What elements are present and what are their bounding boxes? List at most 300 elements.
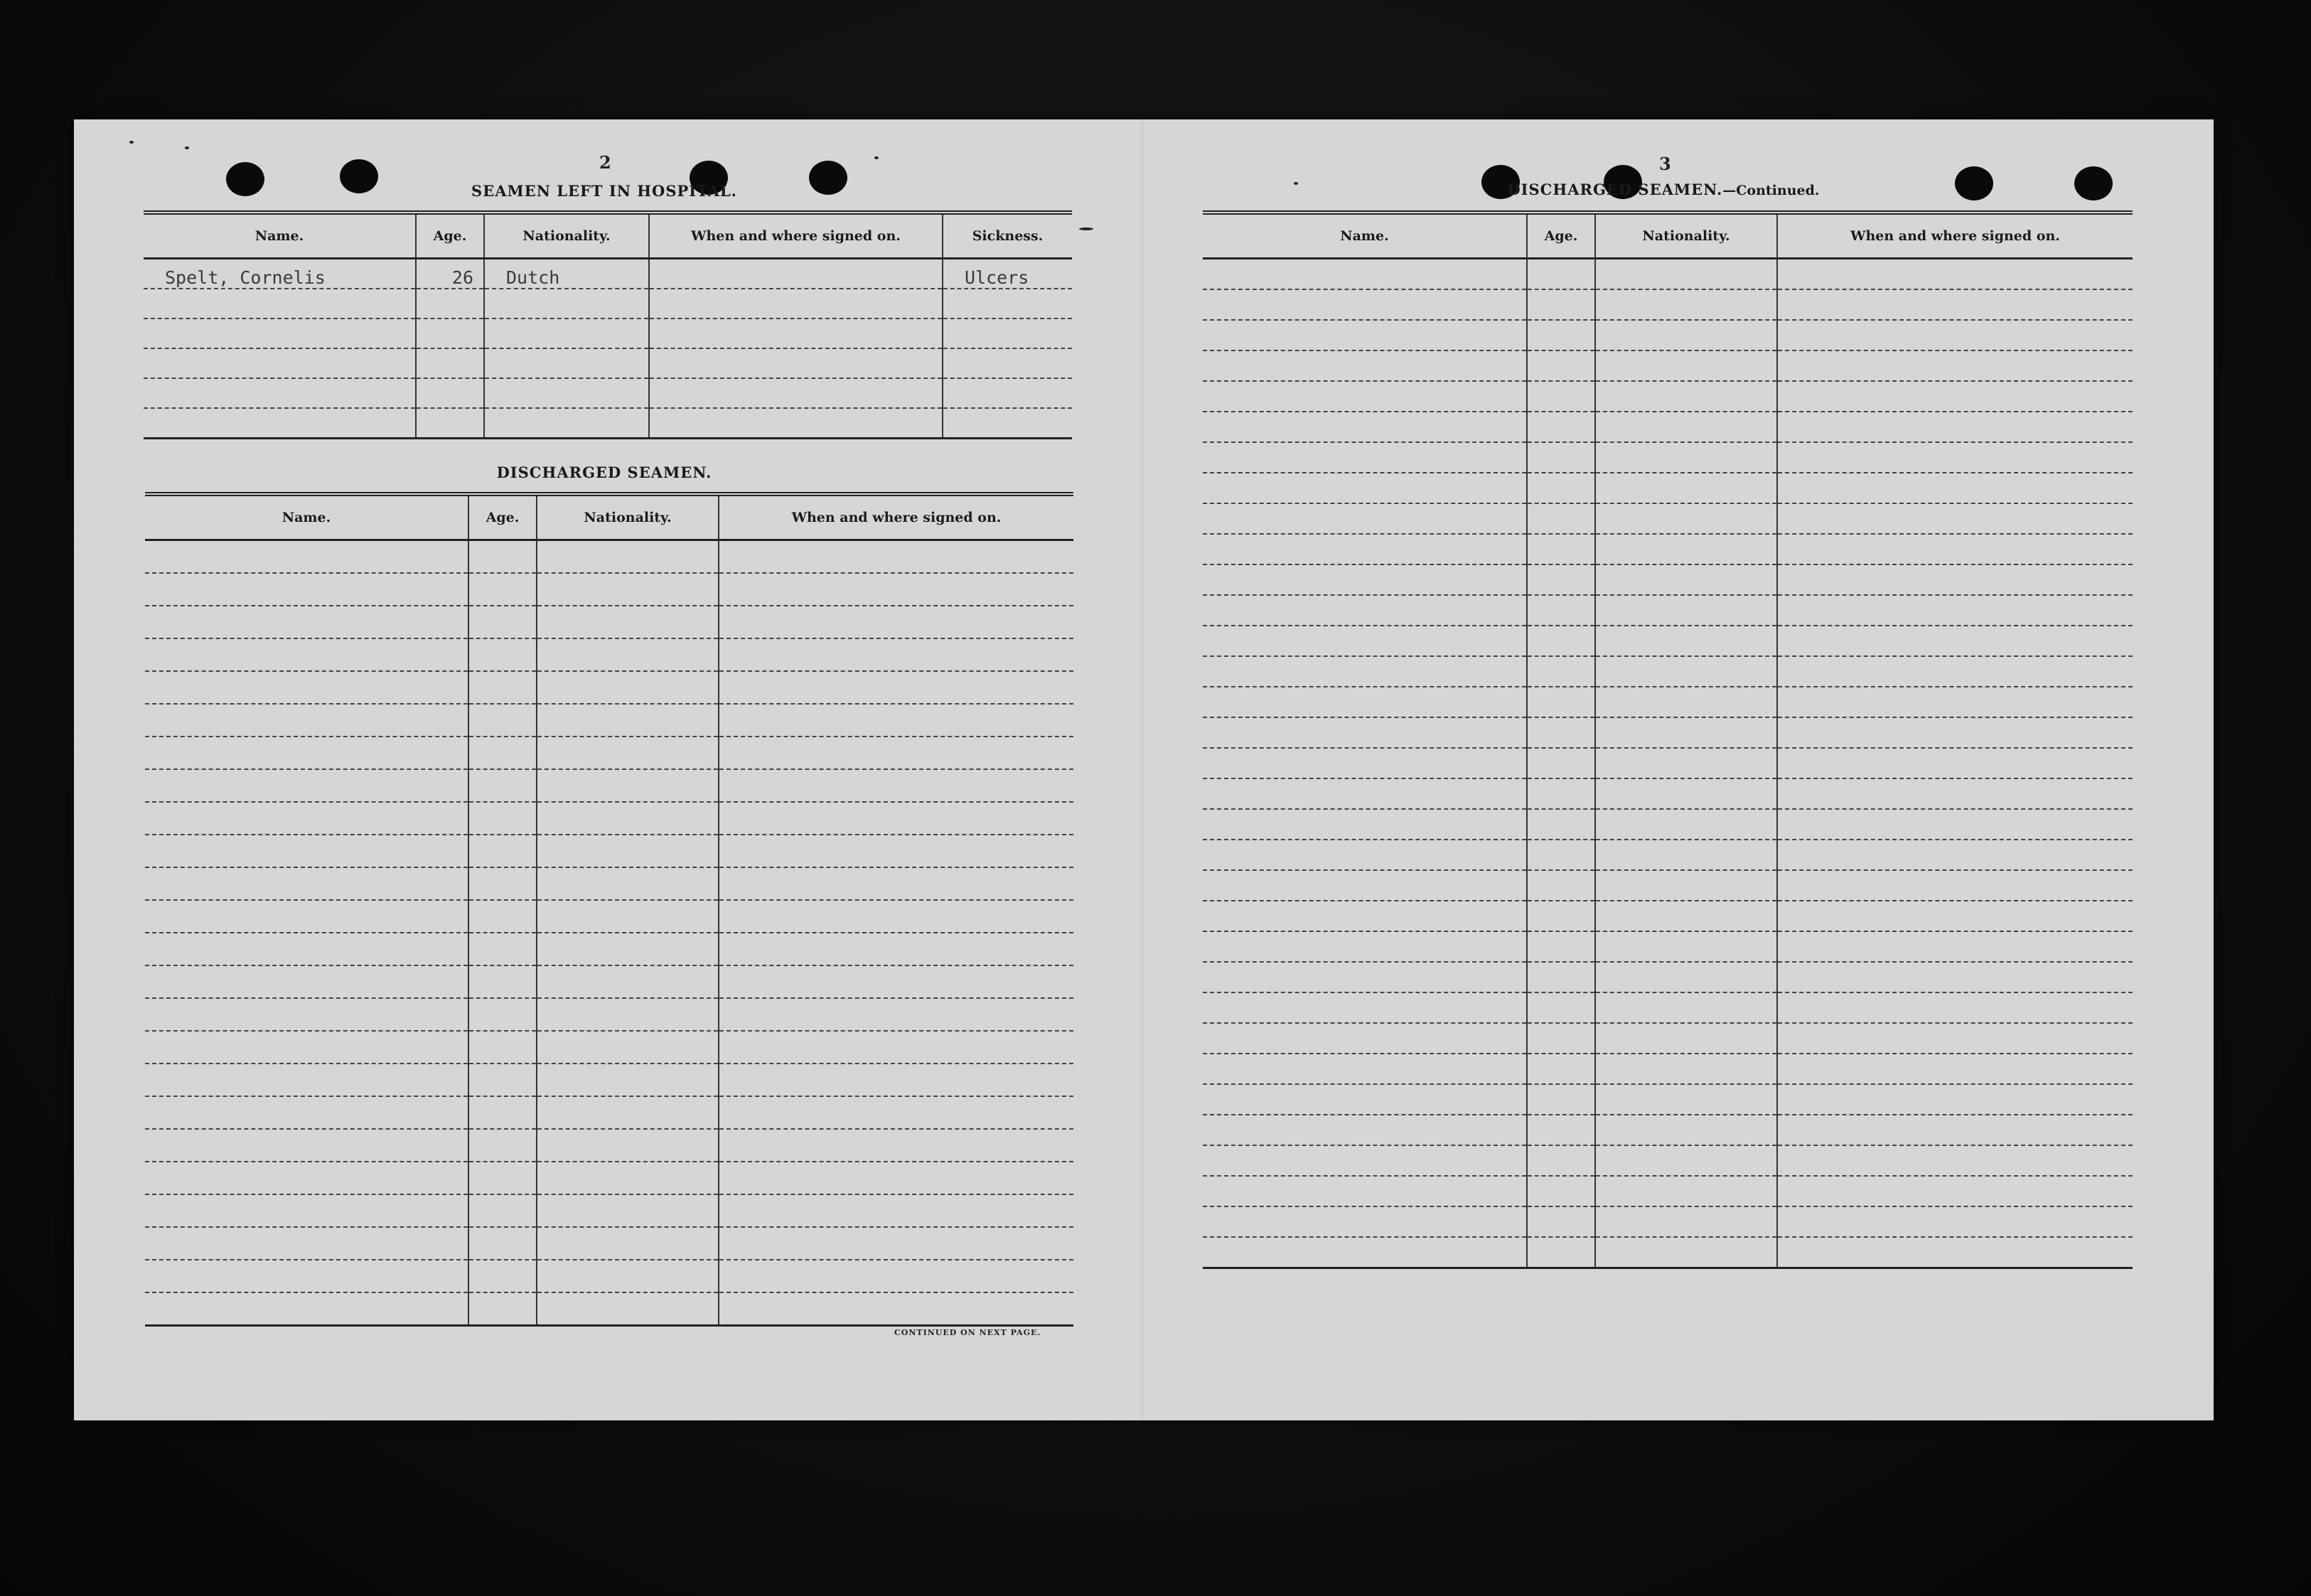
cell-name (145, 1260, 468, 1292)
cell-signed-on (1777, 931, 2133, 962)
cell-nationality (537, 1260, 719, 1292)
cell-name (145, 1292, 468, 1326)
cell-age (468, 1194, 537, 1227)
cell-signed-on (1777, 962, 2133, 992)
column-header-age: Age. (468, 494, 537, 540)
cell-nationality (537, 900, 719, 933)
table-row (1203, 1115, 2133, 1145)
table-row (144, 348, 1072, 378)
cell-signed-on (1777, 473, 2133, 503)
cell-signed-on (719, 933, 1073, 965)
cell-nationality (1595, 1054, 1777, 1084)
cell-nationality (484, 348, 649, 378)
cell-nationality (537, 540, 719, 574)
table-row (145, 1162, 1073, 1194)
table-row (1203, 778, 2133, 809)
cell-age (468, 769, 537, 802)
cell-name (1203, 717, 1527, 748)
table-row (144, 378, 1072, 408)
cell-nationality (537, 638, 719, 671)
cell-age (416, 408, 484, 439)
table-row (1203, 503, 2133, 534)
cell-name: Spelt, Cornelis (144, 259, 416, 289)
cell-signed-on (1777, 289, 2133, 320)
table-row (145, 638, 1073, 671)
cell-signed-on (1777, 320, 2133, 350)
cell-signed-on (719, 1292, 1073, 1326)
cell-signed-on (1777, 778, 2133, 809)
cell-age: 26 (416, 259, 484, 289)
cell-age (1527, 1145, 1595, 1176)
table-row (1203, 748, 2133, 778)
cell-name (1203, 870, 1527, 901)
cell-age (1527, 870, 1595, 901)
cell-signed-on (719, 835, 1073, 867)
cell-age (1527, 840, 1595, 870)
cell-age (1527, 381, 1595, 412)
table-row (145, 1194, 1073, 1227)
cell-signed-on (1777, 534, 2133, 564)
cell-sickness (943, 408, 1072, 439)
table-row (1203, 1023, 2133, 1054)
cell-age (416, 289, 484, 318)
table-row (145, 802, 1073, 835)
cell-signed-on (1777, 412, 2133, 442)
table-row (1203, 809, 2133, 840)
cell-age (468, 900, 537, 933)
cell-sickness (943, 318, 1072, 348)
cell-age (468, 540, 537, 574)
cell-name (1203, 778, 1527, 809)
cell-nationality (1595, 717, 1777, 748)
cell-name (145, 1064, 468, 1096)
cell-age (1527, 1237, 1595, 1268)
scan-speck (1079, 227, 1093, 230)
cell-age (1527, 931, 1595, 962)
cell-name (145, 1031, 468, 1064)
cell-age (468, 965, 537, 998)
cell-nationality (1595, 442, 1777, 473)
cell-nationality (1595, 1084, 1777, 1115)
cell-signed-on (1777, 381, 2133, 412)
cell-age (468, 638, 537, 671)
cell-age (416, 348, 484, 378)
cell-signed-on (719, 704, 1073, 737)
cell-signed-on (719, 965, 1073, 998)
cell-signed-on (719, 638, 1073, 671)
cell-name (145, 540, 468, 574)
table-row (145, 1064, 1073, 1096)
cell-signed-on (1777, 840, 2133, 870)
cell-name (1203, 259, 1527, 290)
cell-name (144, 348, 416, 378)
cell-name (145, 638, 468, 671)
cell-signed-on (1777, 1176, 2133, 1206)
table-row (145, 1031, 1073, 1064)
cell-signed-on (1777, 442, 2133, 473)
table-row (1203, 381, 2133, 412)
table-row (145, 1129, 1073, 1162)
cell-name (145, 867, 468, 900)
cell-nationality (1595, 748, 1777, 778)
cell-signed-on (1777, 992, 2133, 1023)
punch-hole (2074, 166, 2113, 200)
cell-name (144, 378, 416, 408)
cell-age (1527, 1084, 1595, 1115)
cell-age (1527, 289, 1595, 320)
cell-name (1203, 350, 1527, 381)
column-header-name: Name. (144, 213, 416, 259)
cell-nationality (1595, 320, 1777, 350)
cell-sickness (943, 378, 1072, 408)
table-row (144, 259, 1072, 289)
cell-signed-on (1777, 626, 2133, 656)
table-row (145, 769, 1073, 802)
cell-age (468, 1292, 537, 1326)
cell-signed-on (719, 802, 1073, 835)
cell-signed-on (1777, 748, 2133, 778)
discharged-continued-table (1203, 210, 2133, 1269)
cell-name (1203, 1084, 1527, 1115)
table-row (145, 965, 1073, 998)
cell-nationality (1595, 1237, 1777, 1268)
cell-nationality (537, 1129, 719, 1162)
column-header-signed-on: When and where signed on. (649, 213, 943, 259)
column-header-name: Name. (145, 494, 468, 540)
table-row (1203, 626, 2133, 656)
cell-nationality (537, 737, 719, 769)
cell-name (145, 998, 468, 1031)
cell-age (1527, 595, 1595, 626)
cell-nationality (537, 573, 719, 606)
cell-nationality (1595, 1176, 1777, 1206)
cell-signed-on (1777, 1084, 2133, 1115)
table-row (1203, 901, 2133, 931)
cell-name (1203, 473, 1527, 503)
cell-name (1203, 656, 1527, 687)
table-row (1203, 717, 2133, 748)
cell-age (468, 1260, 537, 1292)
scan-speck (874, 156, 879, 159)
discharged-continued-title-suffix: —Continued. (1722, 183, 1820, 198)
table-row (144, 408, 1072, 439)
table-row (145, 540, 1073, 574)
cell-signed-on (649, 348, 943, 378)
table-row (1203, 320, 2133, 350)
cell-signed-on (719, 1260, 1073, 1292)
cell-nationality (1595, 289, 1777, 320)
table-row (144, 289, 1072, 318)
cell-name (1203, 931, 1527, 962)
cell-name (145, 933, 468, 965)
table-row (1203, 1145, 2133, 1176)
cell-signed-on (719, 998, 1073, 1031)
cell-nationality (537, 1194, 719, 1227)
cell-nationality (1595, 626, 1777, 656)
table-row (1203, 992, 2133, 1023)
page-number-right: 3 (1659, 154, 1671, 174)
cell-nationality (537, 1292, 719, 1326)
cell-nationality (484, 318, 649, 348)
cell-name (1203, 412, 1527, 442)
cell-nationality (1595, 503, 1777, 534)
cell-signed-on (649, 259, 943, 289)
cell-age (468, 1129, 537, 1162)
table-row (145, 900, 1073, 933)
table-row (1203, 442, 2133, 473)
cell-signed-on (1777, 259, 2133, 290)
cell-age (468, 573, 537, 606)
cell-name (1203, 809, 1527, 840)
cell-signed-on (649, 318, 943, 348)
cell-nationality (537, 704, 719, 737)
cell-signed-on (719, 1194, 1073, 1227)
cell-name (145, 835, 468, 867)
cell-signed-on (1777, 717, 2133, 748)
cell-age (1527, 534, 1595, 564)
cell-nationality (1595, 1206, 1777, 1237)
cell-nationality (1595, 1145, 1777, 1176)
cell-nationality (537, 671, 719, 704)
cell-signed-on (1777, 901, 2133, 931)
table-row (1203, 564, 2133, 595)
cell-sickness (943, 348, 1072, 378)
cell-signed-on (1777, 503, 2133, 534)
cell-age (1527, 748, 1595, 778)
cell-name (1203, 901, 1527, 931)
cell-nationality (1595, 931, 1777, 962)
cell-signed-on (1777, 350, 2133, 381)
cell-name (145, 965, 468, 998)
cell-name (1203, 626, 1527, 656)
column-header-age: Age. (416, 213, 484, 259)
column-header-sickness: Sickness. (943, 213, 1072, 259)
cell-signed-on (719, 671, 1073, 704)
table-row (1203, 259, 2133, 290)
cell-age (1527, 564, 1595, 595)
table-row (1203, 1206, 2133, 1237)
table-header-row (145, 494, 1073, 540)
cell-nationality (537, 1227, 719, 1260)
cell-name (1203, 442, 1527, 473)
table-row (1203, 1054, 2133, 1084)
cell-signed-on (649, 378, 943, 408)
cell-name (145, 737, 468, 769)
table-row (1203, 289, 2133, 320)
cell-age (1527, 503, 1595, 534)
cell-nationality (1595, 962, 1777, 992)
punch-hole (340, 159, 378, 193)
discharged-table (145, 492, 1073, 1327)
cell-signed-on (719, 1227, 1073, 1260)
cell-age (468, 1096, 537, 1129)
cell-age (468, 606, 537, 638)
hospital-section-title: SEAMEN LEFT IN HOSPITAL. (471, 182, 737, 200)
cell-signed-on (719, 1031, 1073, 1064)
cell-name (1203, 1176, 1527, 1206)
cell-nationality (537, 1031, 719, 1064)
cell-age (468, 867, 537, 900)
cell-age (1527, 809, 1595, 840)
table-row (1203, 473, 2133, 503)
cell-age (468, 802, 537, 835)
cell-age (1527, 626, 1595, 656)
cell-name (144, 289, 416, 318)
column-header-name: Name. (1203, 213, 1527, 259)
table-row (145, 998, 1073, 1031)
cell-signed-on (719, 737, 1073, 769)
cell-age (1527, 717, 1595, 748)
cell-name (145, 671, 468, 704)
table-row (1203, 962, 2133, 992)
cell-name (1203, 595, 1527, 626)
table-row (1203, 870, 2133, 901)
cell-age (1527, 259, 1595, 290)
cell-name (145, 1227, 468, 1260)
cell-nationality (1595, 778, 1777, 809)
table-row (145, 573, 1073, 606)
cell-name (1203, 962, 1527, 992)
cell-name (145, 900, 468, 933)
column-header-signed-on: When and where signed on. (719, 494, 1073, 540)
cell-nationality (1595, 992, 1777, 1023)
cell-name (145, 704, 468, 737)
cell-nationality (537, 802, 719, 835)
cell-name (145, 1194, 468, 1227)
cell-nationality (537, 769, 719, 802)
table-row (145, 933, 1073, 965)
table-row (1203, 840, 2133, 870)
table-row (1203, 1237, 2133, 1268)
table-row (145, 737, 1073, 769)
cell-age (468, 998, 537, 1031)
table-row (1203, 595, 2133, 626)
discharged-continued-title (1464, 181, 1862, 198)
cell-nationality (484, 289, 649, 318)
cell-nationality (1595, 656, 1777, 687)
scan-speck (1294, 182, 1298, 185)
cell-nationality (484, 378, 649, 408)
table-row (1203, 412, 2133, 442)
cell-signed-on (719, 540, 1073, 574)
cell-age (1527, 656, 1595, 687)
cell-age (1527, 1054, 1595, 1084)
table-row (145, 1260, 1073, 1292)
cell-age (468, 1227, 537, 1260)
cell-nationality (1595, 412, 1777, 442)
cell-signed-on (719, 867, 1073, 900)
table-row (1203, 687, 2133, 717)
cell-signed-on (649, 408, 943, 439)
cell-nationality (1595, 259, 1777, 290)
cell-signed-on (1777, 1206, 2133, 1237)
table-row (144, 318, 1072, 348)
table-row (145, 1292, 1073, 1326)
cell-signed-on (719, 769, 1073, 802)
cell-age (416, 318, 484, 348)
cell-age (1527, 473, 1595, 503)
cell-signed-on (719, 1129, 1073, 1162)
cell-signed-on (719, 900, 1073, 933)
cell-signed-on (1777, 595, 2133, 626)
cell-age (1527, 1206, 1595, 1237)
cell-nationality (1595, 350, 1777, 381)
table-row (145, 606, 1073, 638)
cell-signed-on (719, 1096, 1073, 1129)
cell-name (145, 1129, 468, 1162)
table-row (1203, 1084, 2133, 1115)
cell-nationality (1595, 901, 1777, 931)
cell-signed-on (1777, 1145, 2133, 1176)
column-header-age: Age. (1527, 213, 1595, 259)
cell-name (1203, 1237, 1527, 1268)
cell-sickness (943, 289, 1072, 318)
cell-age (468, 933, 537, 965)
cell-name (1203, 1054, 1527, 1084)
punch-hole (1955, 166, 1993, 200)
hospital-table (144, 210, 1072, 439)
cell-age (1527, 1115, 1595, 1145)
cell-age (1527, 992, 1595, 1023)
cell-age (468, 1162, 537, 1194)
cell-nationality (537, 933, 719, 965)
cell-age (1527, 962, 1595, 992)
column-header-nationality: Nationality. (484, 213, 649, 259)
cell-name (1203, 748, 1527, 778)
cell-age (468, 737, 537, 769)
cell-age (1527, 778, 1595, 809)
cell-signed-on (1777, 1023, 2133, 1054)
cell-name (1203, 1145, 1527, 1176)
cell-signed-on (1777, 687, 2133, 717)
cell-name (1203, 289, 1527, 320)
cell-nationality (537, 1064, 719, 1096)
cell-signed-on (1777, 1115, 2133, 1145)
cell-name (1203, 1115, 1527, 1145)
cell-nationality (537, 998, 719, 1031)
cell-name (145, 573, 468, 606)
cell-age (416, 378, 484, 408)
cell-signed-on (1777, 1237, 2133, 1268)
table-row (1203, 350, 2133, 381)
page-number-left: 2 (599, 152, 611, 173)
cell-name (1203, 992, 1527, 1023)
cell-age (468, 1064, 537, 1096)
table-header-row (1203, 213, 2133, 259)
cell-nationality (1595, 381, 1777, 412)
cell-name (1203, 840, 1527, 870)
cell-signed-on (1777, 809, 2133, 840)
cell-age (1527, 1176, 1595, 1206)
table-row (145, 867, 1073, 900)
cell-name (1203, 1206, 1527, 1237)
cell-name (1203, 381, 1527, 412)
cell-nationality (1595, 564, 1777, 595)
cell-nationality (1595, 1115, 1777, 1145)
cell-signed-on (1777, 656, 2133, 687)
cell-age (468, 671, 537, 704)
cell-sickness: Ulcers (943, 259, 1072, 289)
cell-signed-on (719, 606, 1073, 638)
table-row (145, 1096, 1073, 1129)
cell-nationality (537, 1096, 719, 1129)
cell-nationality (1595, 1023, 1777, 1054)
cell-signed-on (1777, 1054, 2133, 1084)
cell-age (1527, 412, 1595, 442)
cell-age (468, 835, 537, 867)
cell-age (1527, 1023, 1595, 1054)
cell-signed-on (1777, 870, 2133, 901)
